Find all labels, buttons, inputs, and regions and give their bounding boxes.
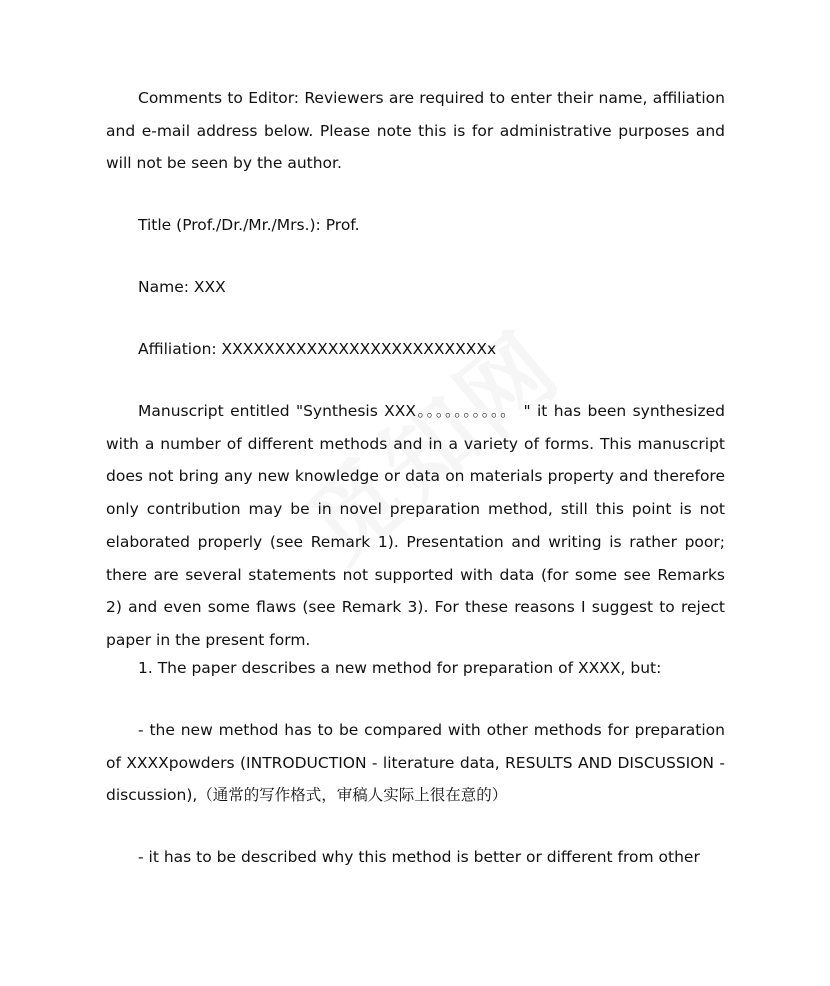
reviewer-affiliation-line: Affiliation: XXXXXXXXXXXXXXXXXXXXXXXXXx [138, 340, 497, 358]
reviewer-title-line: Title (Prof./Dr./Mr./Mrs.): Prof. [138, 216, 360, 234]
remark-1-bullet-1: - the new method has to be compared with other methods for preparation of XXXXpowders (INTRODUCTION - literature data, RESULTS AND DISCUSSION - discussion),（通常的写作格式，审稿人实际上很在意的） [106, 721, 725, 805]
manuscript-assessment-paragraph: Manuscript entitled "Synthesis XXX。。。。。。。。。。 " it has been synthesized with a number of different methods and in a variety of forms. This manuscript does not bring any new knowledge or data on materials property and therefore only contribution may be in novel preparation method, still this point is not elaborated properly (see Remark 1). Presentation and writing is rather poor; there are several statements not supported with data (for some see Remarks 2) and even some flaws (see Remark 3). For these reasons I suggest to reject paper in the present form. [106, 402, 725, 649]
comments-to-editor-paragraph: Comments to Editor: Reviewers are required to enter their name, affiliation and e-mail address below. Please note this is for administrative purposes and will not be seen by the author. [106, 89, 725, 173]
remark-1-bullet-2: - it has to be described why this method is better or different from other [138, 848, 700, 866]
reviewer-name-line: Name: XXX [138, 278, 226, 296]
remark-1-heading: 1. The paper describes a new method for preparation of XXXX, but: [138, 659, 662, 677]
